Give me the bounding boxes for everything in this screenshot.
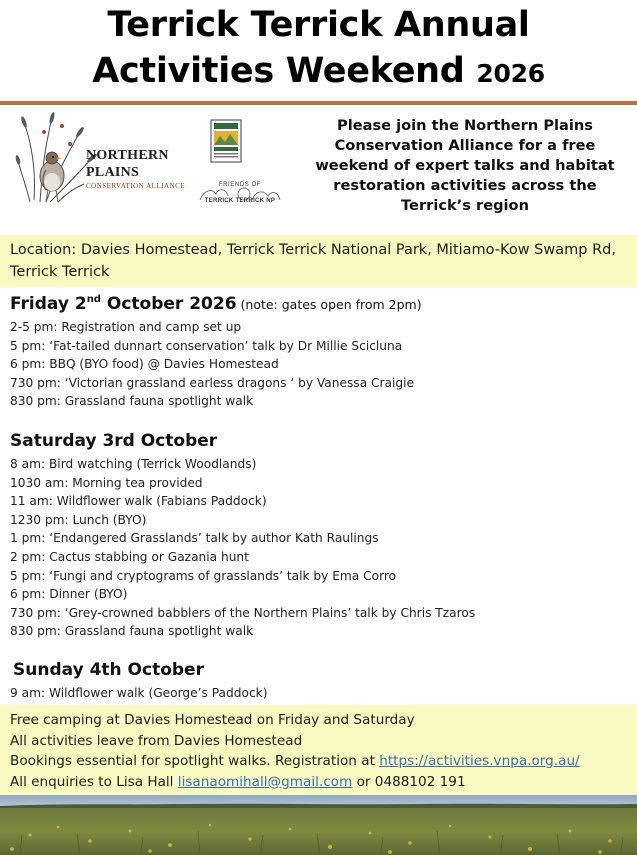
saturday-heading: Saturday 3rd October <box>10 431 218 451</box>
enquiries-text: All enquiries to Lisa Hall <box>10 773 178 790</box>
friends-line-1: FRIENDS OF <box>218 182 262 188</box>
list-item: 6 pm: Dinner (BYO) <box>10 587 128 602</box>
list-item: 730 pm: ‘Victorian grassland earless dragons ‘ by Vanessa Craigie <box>10 375 415 390</box>
sunday-heading: Sunday 4th October <box>13 660 204 680</box>
list-item: 6 pm: BBQ (BYO food) @ Davies Homestead <box>10 357 279 372</box>
list-item: 2 pm: Cactus stabbing or Gazania hunt <box>10 549 249 564</box>
camping-info: Free camping at Davies Homestead on Friday and Saturday <box>10 712 415 728</box>
bookings-info <box>10 751 627 772</box>
list-item: 8 am: Bird watching (Terrick Woodlands) <box>10 457 257 471</box>
page-title <box>0 2 637 97</box>
grassland-photo <box>0 795 637 855</box>
friday-heading <box>10 294 422 314</box>
title-line-2 <box>0 48 637 97</box>
location-banner: Location: Davies Homestead, Terrick Terrick National Park, Mitiamo-Kow Swamp Rd, Terrick Terrick <box>0 235 637 287</box>
list-item: 1030 am: Morning tea provided <box>10 475 203 490</box>
list-item: 9 am: Wildflower walk (George’s Paddock) <box>10 686 268 700</box>
email-link[interactable]: lisanaomihall@gmail.com <box>177 773 353 790</box>
title-divider <box>0 101 637 105</box>
enquiries-info <box>10 772 627 793</box>
npca-wordmark <box>86 147 185 190</box>
list-item: 1230 pm: Lunch (BYO) <box>10 512 147 527</box>
phone-text: or 0488102 191 <box>352 773 466 790</box>
list-item: 11 am: Wildflower walk (Fabians Paddock) <box>10 494 267 509</box>
sunday-schedule <box>10 684 267 703</box>
title-main: Activities Weekend <box>92 51 465 91</box>
friday-gates-note: (note: gates open from 2pm) <box>236 297 422 312</box>
list-item: 5 pm: ‘Fat-tailed dunnart conservation’ talk by Dr Millie Scicluna <box>10 338 403 353</box>
registration-link[interactable]: https://activities.vnpa.org.au/ <box>379 753 580 769</box>
list-item: 2-5 pm: Registration and camp set up <box>10 320 242 334</box>
title-line-1: Terrick Terrick Annual <box>107 5 530 45</box>
info-banner <box>0 705 637 795</box>
list-item: 730 pm: ‘Grey-crowned babblers of the Northern Plains’ talk by Chris Tzaros <box>10 605 476 620</box>
bookings-text: Bookings essential for spotlight walks. Registration at <box>10 753 380 769</box>
list-item: 830 pm: Grassland fauna spotlight walk <box>10 394 254 409</box>
friday-schedule <box>10 318 414 411</box>
list-item: 1 pm: ‘Endangered Grasslands’ talk by author Kath Raulings <box>10 531 379 546</box>
friends-wordmark <box>192 182 288 204</box>
saturday-schedule <box>10 455 475 641</box>
departure-info: All activities leave from Davies Homestead <box>10 732 303 749</box>
friday-heading-sup: nd <box>86 294 101 305</box>
title-year: 2026 <box>476 59 545 88</box>
list-item: 5 pm: ‘Fungi and cryptograms of grasslands’ talk by Ema Corro <box>10 568 397 583</box>
npca-line-2: PLAINS <box>86 165 140 180</box>
friends-line-2: TERRICK TERRICK NP <box>204 198 276 204</box>
npca-line-1: NORTHERN <box>86 148 169 163</box>
friday-heading-b: October 2026 <box>100 294 237 314</box>
npca-line-3: CONSERVATION ALLIANCE <box>86 182 186 190</box>
intro-text: Please join the Northern Plains Conservation Alliance for a free weekend of expert talks and habitat restoration activities across the Terrick’s region <box>315 117 615 214</box>
friday-heading-a: Friday 2 <box>10 294 87 314</box>
list-item: 830 pm: Grassland fauna spotlight walk <box>10 624 254 639</box>
